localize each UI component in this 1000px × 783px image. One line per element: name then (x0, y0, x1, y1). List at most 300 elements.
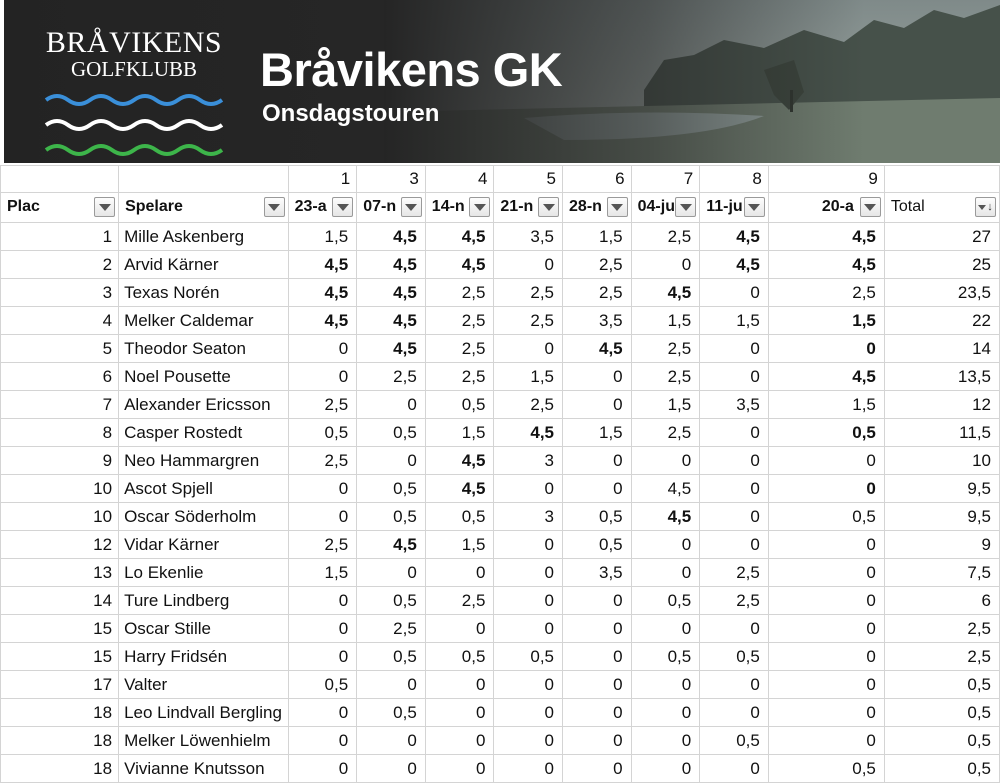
score-cell[interactable]: 0 (700, 755, 769, 783)
score-cell[interactable]: 4,5 (357, 531, 426, 559)
score-cell[interactable]: 0 (700, 671, 769, 699)
score-cell[interactable]: 4,5 (631, 279, 700, 307)
total-cell[interactable]: 2,5 (884, 615, 999, 643)
score-cell[interactable]: 0 (563, 391, 632, 419)
round-number-cell[interactable]: 6 (563, 166, 632, 193)
sort-filter-button[interactable] (975, 197, 996, 217)
score-cell[interactable]: 3,5 (700, 391, 769, 419)
table-row (1, 531, 1000, 559)
score-cell[interactable]: 0,5 (425, 643, 494, 671)
score-cell[interactable]: 2,5 (425, 363, 494, 391)
score-cell[interactable]: 4,5 (700, 251, 769, 279)
header-round[interactable] (425, 193, 494, 223)
header-round[interactable] (494, 193, 563, 223)
total-cell[interactable]: 12 (884, 391, 999, 419)
score-cell[interactable]: 0 (288, 587, 357, 615)
score-cell[interactable]: 4,5 (288, 307, 357, 335)
score-cell[interactable]: 0 (631, 727, 700, 755)
table-row (1, 475, 1000, 503)
score-cell[interactable]: 4,5 (425, 475, 494, 503)
score-cell[interactable]: 0 (631, 531, 700, 559)
logo-text-line2: GOLFKLUBB (70, 57, 197, 81)
total-cell[interactable]: 27 (884, 223, 999, 251)
logo-waves-icon (44, 90, 224, 160)
score-cell[interactable]: 0 (288, 475, 357, 503)
table-row (1, 671, 1000, 699)
header-label: 23-a (294, 198, 327, 216)
score-cell[interactable]: 0 (563, 475, 632, 503)
filter-dropdown-button[interactable] (860, 197, 881, 217)
score-cell[interactable]: 2,5 (700, 559, 769, 587)
score-cell[interactable]: 0 (288, 615, 357, 643)
score-cell[interactable]: 1,5 (631, 307, 700, 335)
score-cell[interactable]: 0 (768, 475, 884, 503)
total-cell[interactable]: 25 (884, 251, 999, 279)
score-cell[interactable]: 0,5 (494, 643, 563, 671)
chevron-down-icon (864, 204, 876, 211)
score-cell[interactable]: 0 (768, 727, 884, 755)
header-label: Plac (7, 198, 40, 216)
score-cell[interactable]: 2,5 (357, 615, 426, 643)
header-label: 21-n (500, 198, 534, 216)
score-cell[interactable]: 0 (631, 755, 700, 783)
table-row (1, 559, 1000, 587)
total-cell[interactable]: 9 (884, 531, 999, 559)
total-cell[interactable]: 23,5 (884, 279, 999, 307)
score-cell[interactable]: 0 (631, 559, 700, 587)
header-round[interactable] (768, 193, 884, 223)
player-name-cell[interactable]: Vidar Kärner (119, 531, 289, 559)
score-cell[interactable]: 2,5 (288, 447, 357, 475)
score-cell[interactable]: 1,5 (768, 391, 884, 419)
page-subtitle: Onsdagstouren (262, 100, 440, 127)
header-round[interactable] (288, 193, 357, 223)
score-cell[interactable]: 0 (494, 755, 563, 783)
score-cell[interactable]: 1,5 (700, 307, 769, 335)
player-name-cell[interactable]: Oscar Stille (119, 615, 289, 643)
score-cell[interactable]: 0 (563, 755, 632, 783)
score-cell[interactable]: 4,5 (494, 419, 563, 447)
header-label: 14-n (431, 198, 465, 216)
table-row (1, 755, 1000, 783)
score-cell[interactable]: 4,5 (357, 279, 426, 307)
total-cell[interactable]: 2,5 (884, 643, 999, 671)
filter-dropdown-button[interactable] (332, 197, 353, 217)
player-name-cell[interactable]: Ascot Spjell (119, 475, 289, 503)
player-name-cell[interactable]: Mille Askenberg (119, 223, 289, 251)
chevron-down-icon (99, 204, 111, 211)
player-name-cell[interactable]: Oscar Söderholm (119, 503, 289, 531)
table-row (1, 363, 1000, 391)
score-cell[interactable]: 2,5 (563, 279, 632, 307)
score-cell[interactable]: 1,5 (563, 419, 632, 447)
table-row (1, 503, 1000, 531)
score-cell[interactable]: 0 (288, 363, 357, 391)
score-cell[interactable]: 4,5 (357, 251, 426, 279)
score-cell[interactable]: 4,5 (563, 335, 632, 363)
placement-cell[interactable]: 4 (1, 307, 119, 335)
score-cell[interactable]: 0 (357, 671, 426, 699)
score-cell[interactable]: 2,5 (631, 419, 700, 447)
score-cell[interactable]: 0 (288, 503, 357, 531)
filter-dropdown-button[interactable] (607, 197, 628, 217)
score-cell[interactable]: 2,5 (425, 587, 494, 615)
empty-cell[interactable] (884, 166, 999, 193)
score-cell[interactable]: 4,5 (357, 307, 426, 335)
score-cell[interactable]: 2,5 (494, 307, 563, 335)
score-cell[interactable]: 0 (563, 727, 632, 755)
total-cell[interactable]: 0,5 (884, 727, 999, 755)
score-cell[interactable]: 4,5 (357, 335, 426, 363)
placement-cell[interactable]: 6 (1, 363, 119, 391)
player-name-cell[interactable]: Ture Lindberg (119, 587, 289, 615)
player-name-cell[interactable]: Alexander Ericsson (119, 391, 289, 419)
table-row (1, 307, 1000, 335)
score-cell[interactable]: 0 (700, 531, 769, 559)
sort-descending-icon: ↓ (978, 201, 993, 213)
score-cell[interactable]: 0 (494, 475, 563, 503)
score-cell[interactable]: 0 (494, 251, 563, 279)
total-cell[interactable]: 11,5 (884, 419, 999, 447)
chevron-down-icon (680, 204, 692, 211)
filter-dropdown-button[interactable] (94, 197, 115, 217)
score-cell[interactable]: 1,5 (563, 223, 632, 251)
score-cell[interactable]: 1,5 (631, 391, 700, 419)
score-cell[interactable]: 4,5 (425, 223, 494, 251)
total-cell[interactable]: 10 (884, 447, 999, 475)
score-cell[interactable]: 0 (425, 559, 494, 587)
placement-cell[interactable]: 9 (1, 447, 119, 475)
header-round[interactable] (700, 193, 769, 223)
score-cell[interactable]: 2,5 (768, 279, 884, 307)
score-cell[interactable]: 0 (494, 671, 563, 699)
score-cell[interactable]: 0 (288, 727, 357, 755)
filter-dropdown-button[interactable] (401, 197, 422, 217)
round-number-cell[interactable]: 5 (494, 166, 563, 193)
score-cell[interactable]: 4,5 (700, 223, 769, 251)
score-cell[interactable]: 0 (768, 699, 884, 727)
score-cell[interactable]: 0 (494, 727, 563, 755)
score-cell[interactable]: 0 (631, 699, 700, 727)
score-cell[interactable]: 2,5 (288, 391, 357, 419)
score-cell[interactable]: 0 (357, 559, 426, 587)
score-cell[interactable]: 0,5 (357, 699, 426, 727)
score-cell[interactable]: 0 (563, 615, 632, 643)
score-cell[interactable]: 4,5 (288, 279, 357, 307)
placement-cell[interactable]: 5 (1, 335, 119, 363)
score-cell[interactable]: 0,5 (357, 587, 426, 615)
score-cell[interactable]: 3 (494, 447, 563, 475)
score-cell[interactable]: 0,5 (768, 503, 884, 531)
score-cell[interactable]: 2,5 (494, 279, 563, 307)
score-cell[interactable]: 2,5 (357, 363, 426, 391)
total-cell[interactable]: 9,5 (884, 503, 999, 531)
score-cell[interactable]: 0 (563, 699, 632, 727)
score-cell[interactable]: 0 (768, 671, 884, 699)
header-round[interactable] (563, 193, 632, 223)
score-cell[interactable]: 2,5 (425, 307, 494, 335)
filter-dropdown-button[interactable] (469, 197, 490, 217)
score-cell[interactable]: 0 (700, 615, 769, 643)
score-cell[interactable]: 0 (563, 671, 632, 699)
header-round[interactable] (631, 193, 700, 223)
score-cell[interactable]: 0 (425, 671, 494, 699)
score-cell[interactable]: 1,5 (288, 223, 357, 251)
filter-dropdown-button[interactable] (538, 197, 559, 217)
score-cell[interactable]: 0 (288, 643, 357, 671)
header-label: 04-ju (637, 198, 675, 216)
round-number-cell[interactable]: 1 (288, 166, 357, 193)
table-row (1, 223, 1000, 251)
score-cell[interactable]: 2,5 (288, 531, 357, 559)
score-cell[interactable]: 4,5 (768, 363, 884, 391)
header-row (1, 193, 1000, 223)
score-cell[interactable]: 0 (768, 587, 884, 615)
player-name-cell[interactable]: Theodor Seaton (119, 335, 289, 363)
total-cell[interactable]: 22 (884, 307, 999, 335)
total-cell[interactable]: 0,5 (884, 755, 999, 783)
score-cell[interactable]: 0 (631, 671, 700, 699)
chevron-down-icon (405, 204, 417, 211)
header-plac[interactable] (1, 193, 119, 223)
placement-cell[interactable]: 10 (1, 503, 119, 531)
score-cell[interactable]: 0,5 (768, 755, 884, 783)
score-cell[interactable]: 0 (563, 587, 632, 615)
placement-cell[interactable]: 17 (1, 671, 119, 699)
player-name-cell[interactable]: Harry Fridsén (119, 643, 289, 671)
score-cell[interactable]: 4,5 (768, 251, 884, 279)
table-row (1, 587, 1000, 615)
score-cell[interactable]: 0 (288, 699, 357, 727)
header-spelare[interactable] (119, 193, 289, 223)
score-cell[interactable]: 0 (768, 615, 884, 643)
score-cell[interactable]: 0 (700, 447, 769, 475)
placement-cell[interactable]: 1 (1, 223, 119, 251)
score-cell[interactable]: 0 (768, 643, 884, 671)
logo-text-line1: BRÅVIKENS (45, 26, 223, 59)
total-cell[interactable]: 9,5 (884, 475, 999, 503)
score-cell[interactable]: 0,5 (357, 419, 426, 447)
score-cell[interactable]: 2,5 (631, 335, 700, 363)
score-cell[interactable]: 2,5 (563, 251, 632, 279)
score-cell[interactable]: 2,5 (425, 279, 494, 307)
table-row (1, 335, 1000, 363)
placement-cell[interactable]: 18 (1, 755, 119, 783)
round-number-cell[interactable]: 7 (631, 166, 700, 193)
round-number-cell[interactable]: 9 (768, 166, 884, 193)
total-cell[interactable]: 13,5 (884, 363, 999, 391)
score-cell[interactable]: 3 (494, 503, 563, 531)
score-cell[interactable]: 0,5 (768, 419, 884, 447)
score-cell[interactable]: 0 (768, 531, 884, 559)
score-cell[interactable]: 3,5 (563, 559, 632, 587)
score-cell[interactable]: 1,5 (768, 307, 884, 335)
score-cell[interactable]: 0 (700, 279, 769, 307)
score-cell[interactable]: 0,5 (425, 503, 494, 531)
round-number-cell[interactable]: 4 (425, 166, 494, 193)
header-label: Total (890, 198, 925, 216)
score-cell[interactable]: 0 (700, 363, 769, 391)
score-cell[interactable]: 1,5 (425, 531, 494, 559)
score-cell[interactable]: 3,5 (563, 307, 632, 335)
score-cell[interactable]: 0 (700, 475, 769, 503)
score-cell[interactable]: 0 (425, 755, 494, 783)
table-row (1, 251, 1000, 279)
score-cell[interactable]: 0 (700, 503, 769, 531)
player-name-cell[interactable]: Neo Hammargren (119, 447, 289, 475)
table-row (1, 727, 1000, 755)
total-cell[interactable]: 0,5 (884, 699, 999, 727)
score-cell[interactable]: 2,5 (494, 391, 563, 419)
table-row (1, 279, 1000, 307)
score-cell[interactable]: 0 (768, 335, 884, 363)
round-number-row (1, 166, 1000, 193)
score-cell[interactable]: 0 (700, 419, 769, 447)
score-cell[interactable]: 0,5 (357, 475, 426, 503)
spreadsheet-grid (0, 165, 1000, 783)
score-cell[interactable]: 0 (288, 755, 357, 783)
placement-cell[interactable]: 8 (1, 419, 119, 447)
score-cell[interactable]: 0,5 (357, 643, 426, 671)
player-name-cell[interactable]: Valter (119, 671, 289, 699)
total-cell[interactable]: 6 (884, 587, 999, 615)
score-cell[interactable]: 4,5 (357, 223, 426, 251)
player-name-cell[interactable]: Noel Pousette (119, 363, 289, 391)
chevron-down-icon (337, 204, 349, 211)
score-cell[interactable]: 0 (288, 335, 357, 363)
score-cell[interactable]: 2,5 (631, 363, 700, 391)
score-cell[interactable]: 2,5 (700, 587, 769, 615)
round-number-cell[interactable]: 8 (700, 166, 769, 193)
filter-dropdown-button[interactable] (744, 197, 765, 217)
score-cell[interactable]: 4,5 (631, 475, 700, 503)
player-name-cell[interactable]: Arvid Kärner (119, 251, 289, 279)
player-name-cell[interactable]: Melker Löwenhielm (119, 727, 289, 755)
score-cell[interactable]: 0 (494, 587, 563, 615)
score-cell[interactable]: 4,5 (425, 447, 494, 475)
chevron-down-icon (474, 204, 486, 211)
placement-cell[interactable]: 3 (1, 279, 119, 307)
player-name-cell[interactable]: Vivianne Knutsson (119, 755, 289, 783)
score-cell[interactable]: 3,5 (494, 223, 563, 251)
score-cell[interactable]: 0 (425, 727, 494, 755)
total-cell[interactable]: 0,5 (884, 671, 999, 699)
placement-cell[interactable]: 7 (1, 391, 119, 419)
score-cell[interactable]: 0 (563, 643, 632, 671)
placement-cell[interactable]: 13 (1, 559, 119, 587)
header-banner (4, 0, 1000, 163)
score-cell[interactable]: 0 (425, 615, 494, 643)
empty-cell[interactable] (119, 166, 289, 193)
score-cell[interactable]: 4,5 (288, 251, 357, 279)
player-name-cell[interactable]: Lo Ekenlie (119, 559, 289, 587)
placement-cell[interactable]: 15 (1, 615, 119, 643)
header-round[interactable] (357, 193, 426, 223)
score-cell[interactable]: 0 (425, 699, 494, 727)
total-cell[interactable]: 14 (884, 335, 999, 363)
score-cell[interactable]: 2,5 (631, 223, 700, 251)
header-total[interactable] (884, 193, 999, 223)
empty-cell[interactable] (1, 166, 119, 193)
table-row (1, 699, 1000, 727)
placement-cell[interactable]: 14 (1, 587, 119, 615)
placement-cell[interactable]: 10 (1, 475, 119, 503)
score-cell[interactable]: 4,5 (425, 251, 494, 279)
score-cell[interactable]: 0 (631, 251, 700, 279)
score-cell[interactable]: 2,5 (425, 335, 494, 363)
player-name-cell[interactable]: Texas Norén (119, 279, 289, 307)
score-cell[interactable]: 0,5 (357, 503, 426, 531)
page-title: Bråvikens GK (260, 43, 563, 96)
chevron-down-icon (543, 204, 555, 211)
score-cell[interactable]: 0,5 (700, 643, 769, 671)
chevron-down-icon (748, 204, 760, 211)
player-name-cell[interactable]: Melker Caldemar (119, 307, 289, 335)
score-cell[interactable]: 0 (494, 531, 563, 559)
total-cell[interactable]: 7,5 (884, 559, 999, 587)
score-cell[interactable]: 0 (357, 391, 426, 419)
placement-cell[interactable]: 18 (1, 699, 119, 727)
score-cell[interactable]: 0 (631, 447, 700, 475)
score-cell[interactable]: 0,5 (631, 587, 700, 615)
placement-cell[interactable]: 15 (1, 643, 119, 671)
player-name-cell[interactable]: Leo Lindvall Bergling (119, 699, 289, 727)
score-cell[interactable]: 0 (494, 615, 563, 643)
score-cell[interactable]: 1,5 (288, 559, 357, 587)
score-cell[interactable]: 0 (494, 335, 563, 363)
chevron-down-icon (611, 204, 623, 211)
score-cell[interactable]: 4,5 (768, 223, 884, 251)
header-label: 28-n (569, 198, 602, 216)
placement-cell[interactable]: 2 (1, 251, 119, 279)
round-number-cell[interactable]: 3 (357, 166, 426, 193)
score-cell[interactable]: 0 (357, 755, 426, 783)
header-label: 11-ju (706, 198, 743, 216)
score-cell[interactable]: 0,5 (700, 727, 769, 755)
score-cell[interactable]: 0 (768, 559, 884, 587)
score-cell[interactable]: 0,5 (631, 643, 700, 671)
placement-cell[interactable]: 18 (1, 727, 119, 755)
score-cell[interactable]: 0 (631, 615, 700, 643)
table-row (1, 643, 1000, 671)
score-cell[interactable]: 4,5 (631, 503, 700, 531)
score-cell[interactable]: 0 (700, 699, 769, 727)
score-cell[interactable]: 0,5 (563, 503, 632, 531)
score-cell[interactable]: 0 (494, 699, 563, 727)
score-cell[interactable]: 0,5 (563, 531, 632, 559)
score-cell[interactable]: 0 (357, 447, 426, 475)
score-cell[interactable]: 0 (494, 559, 563, 587)
score-cell[interactable]: 0,5 (288, 671, 357, 699)
score-cell[interactable]: 0,5 (288, 419, 357, 447)
player-name-cell[interactable]: Casper Rostedt (119, 419, 289, 447)
table-row (1, 391, 1000, 419)
header-label: 07-n (363, 198, 397, 216)
score-cell[interactable]: 0 (700, 335, 769, 363)
placement-cell[interactable]: 12 (1, 531, 119, 559)
score-cell[interactable]: 0,5 (425, 391, 494, 419)
score-cell[interactable]: 0 (768, 447, 884, 475)
score-cell[interactable]: 0 (563, 447, 632, 475)
score-cell[interactable]: 0 (563, 363, 632, 391)
filter-dropdown-button[interactable] (675, 197, 696, 217)
table-row (1, 419, 1000, 447)
club-logo (44, 28, 224, 80)
score-cell[interactable]: 1,5 (425, 419, 494, 447)
score-cell[interactable]: 0 (357, 727, 426, 755)
score-cell[interactable]: 1,5 (494, 363, 563, 391)
filter-dropdown-button[interactable] (264, 197, 285, 217)
